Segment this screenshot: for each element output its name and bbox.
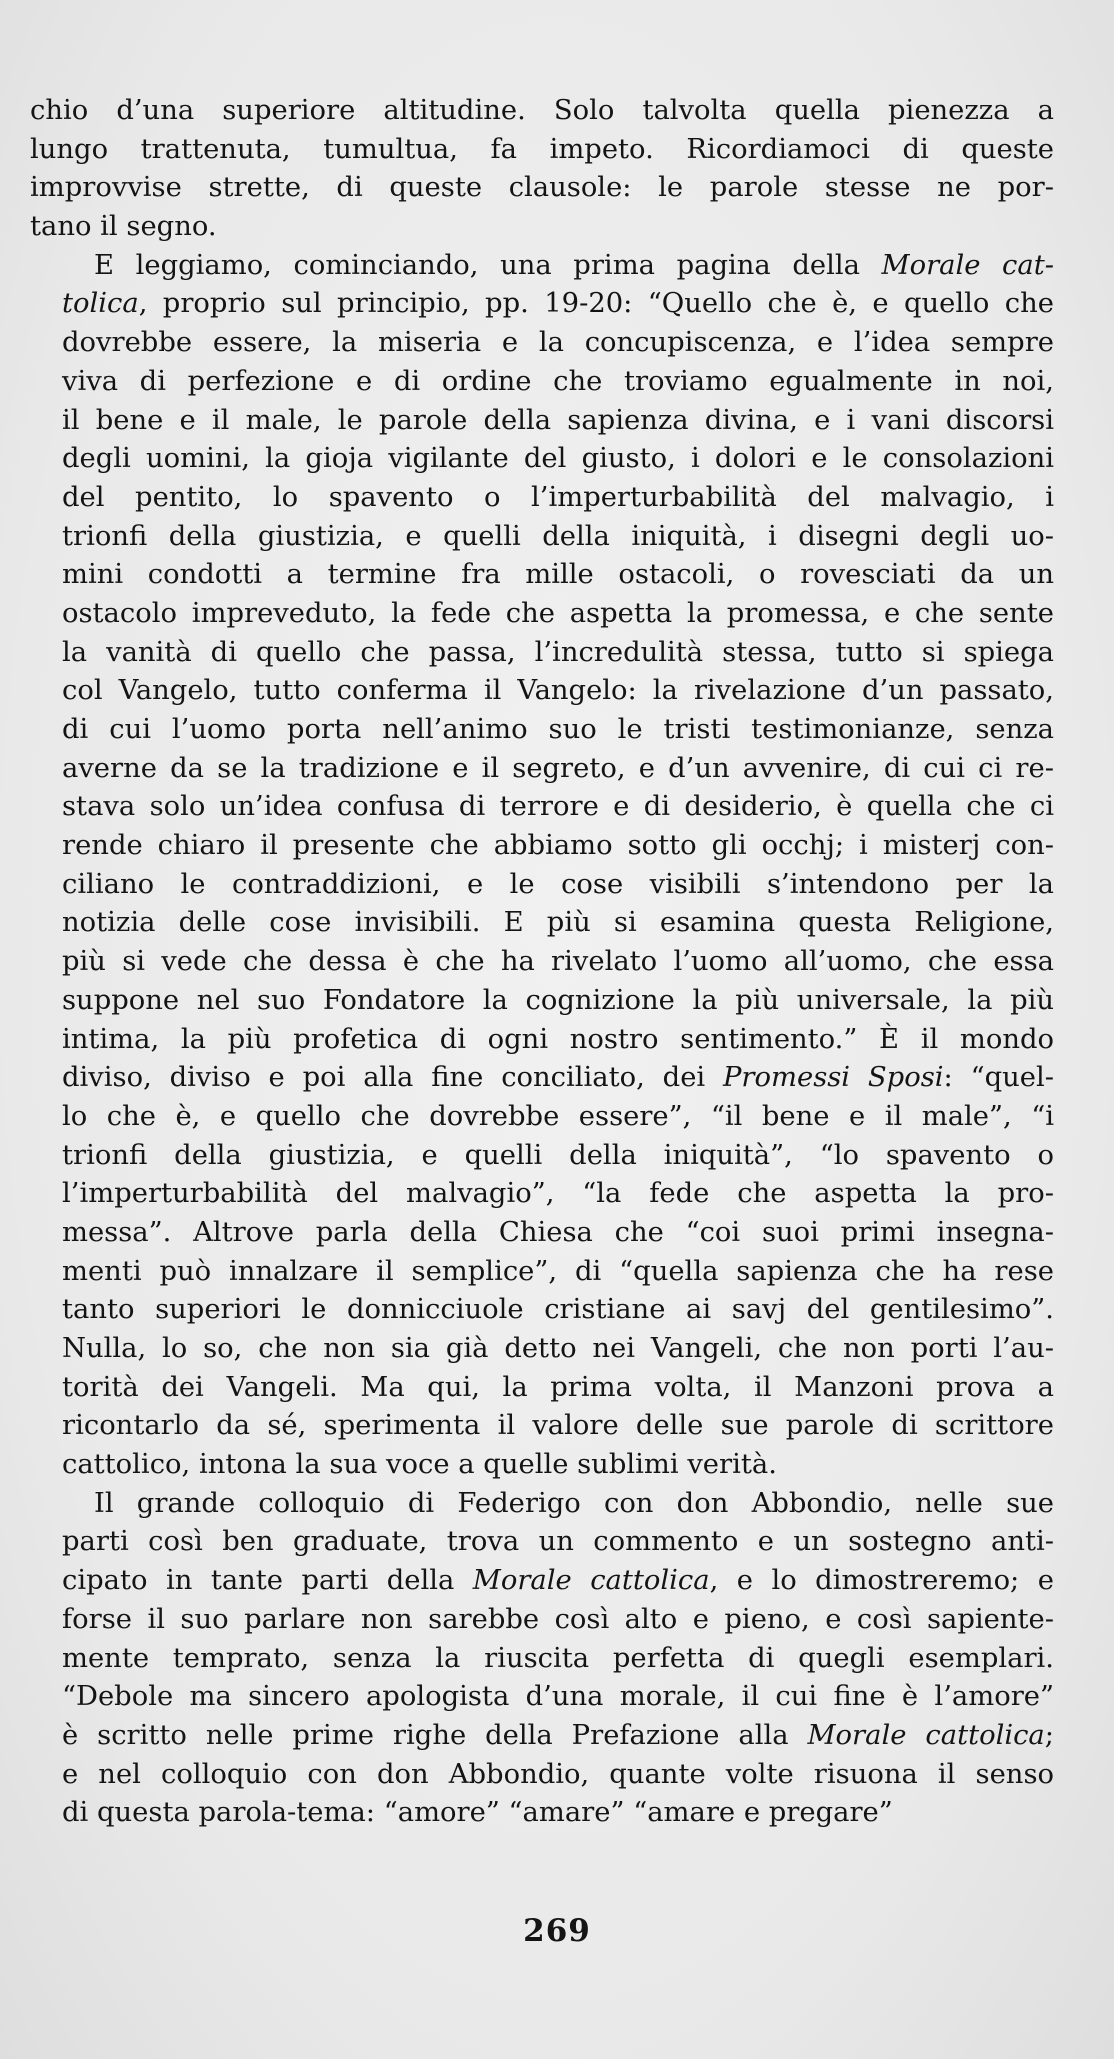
text-line: tanto superiori le donnicciuole cristiane ai savj del gentilesimo”.	[62, 1294, 1054, 1326]
text-line: la vanità di quello che passa, l’incredulità stessa, tutto si spiega	[62, 636, 1054, 668]
text-line: ciliano le contraddizioni, e le cose visibili s’intendono per la	[62, 868, 1054, 900]
text-line: mente temprato, senza la riuscita perfetta di quegli esemplari.	[62, 1642, 1054, 1674]
text-line: ricontarlo da sé, sperimenta il valore delle sue parole di scrittore	[62, 1410, 1054, 1442]
text-line: rende chiaro il presente che abbiamo sotto gli occhj; i misterj con-	[62, 830, 1054, 862]
text-line: l’imperturbabilità del malvagio”, “la fede che aspetta la pro-	[62, 1178, 1054, 1210]
text-line: lo che è, e quello che dovrebbe essere”, “il bene e il male”, “i	[62, 1100, 1054, 1132]
text-line: chio d’una superiore altitudine. Solo talvolta quella pienezza a	[30, 95, 1054, 126]
text-line: notizia delle cose invisibili. E più si esamina questa Religione,	[62, 907, 1054, 939]
text-line: Nulla, lo so, che non sia già detto nei Vangeli, che non porti l’au-	[62, 1333, 1054, 1364]
text-line: menti può innalzare il semplice”, di “quella sapienza che ha rese	[62, 1255, 1054, 1287]
text-line: di questa parola-tema: “amore” “amare” “amare e pregare”	[62, 1797, 893, 1829]
text-line: stava solo un’idea confusa di terrore e di desiderio, è quella che ci	[62, 791, 1054, 823]
text-line: messa”. Altrove parla della Chiesa che “coi suoi primi insegna-	[62, 1216, 1054, 1248]
text-line: e nel colloquio con don Abbondio, quante volte risuona il senso	[62, 1758, 1054, 1790]
text-line: è scritto nelle prime righe della Prefazione alla Morale cattolica;	[62, 1719, 1055, 1751]
text-line: forse il suo parlare non sarebbe così alto e pieno, e così sapiente-	[62, 1603, 1054, 1635]
paragraph	[30, 247, 1054, 1485]
text-line: lungo trattenuta, tumultua, fa impeto. Ricordiamoci di queste	[30, 133, 1054, 165]
text-line: improvvise strette, di queste clausole: le parole stesse ne por-	[30, 172, 1054, 204]
text-line: degli uomini, la gioja vigilante del giusto, i dolori e le consolazioni	[62, 443, 1054, 475]
text-line: tolica, proprio sul principio, pp. 19-20: “Quello che è, e quello che	[62, 288, 1054, 320]
text-line: Il grande colloquio di Federigo con don Abbondio, nelle sue	[94, 1487, 1054, 1519]
text-line: parti così ben graduate, trova un commento e un sostegno anti-	[62, 1526, 1054, 1558]
text-line: diviso, diviso e poi alla fine conciliato, dei Promessi Sposi: “quel-	[62, 1062, 1054, 1094]
text-line: col Vangelo, tutto conferma il Vangelo: la rivelazione d’un passato,	[62, 675, 1054, 707]
page-number: 269	[523, 1913, 591, 1949]
text-line: trionfi della giustizia, e quelli della iniquità, i disegni degli uo-	[62, 520, 1054, 552]
text-line: “Debole ma sincero apologista d’una morale, il cui fine è l’amore”	[62, 1681, 1054, 1713]
text-line: cipato in tante parti della Morale cattolica, e lo dimostreremo; e	[62, 1565, 1054, 1597]
text-line: tano il segno.	[30, 211, 217, 243]
text-line: E leggiamo, cominciando, una prima pagina della Morale cat-	[94, 249, 1054, 281]
paragraph	[30, 1485, 1054, 1833]
text-line: il bene e il male, le parole della sapienza divina, e i vani discorsi	[62, 404, 1054, 436]
text-line: suppone nel suo Fondatore la cognizione la più universale, la più	[62, 984, 1054, 1016]
paragraph	[30, 92, 1054, 247]
text-line: più si vede che dessa è che ha rivelato l’uomo all’uomo, che essa	[62, 946, 1054, 978]
text-line: trionfi della giustizia, e quelli della iniquità”, “lo spavento o	[62, 1139, 1054, 1171]
text-line: cattolico, intona la sua voce a quelle sublimi verità.	[62, 1449, 777, 1481]
text-line: torità dei Vangeli. Ma qui, la prima volta, il Manzoni prova a	[62, 1371, 1054, 1403]
text-line: dovrebbe essere, la miseria e la concupiscenza, e l’idea sempre	[62, 327, 1054, 359]
text-line: di cui l’uomo porta nell’animo suo le tristi testimonianze, senza	[62, 714, 1054, 745]
text-line: del pentito, lo spavento o l’imperturbabilità del malvagio, i	[62, 481, 1054, 513]
text-line: averne da se la tradizione e il segreto, e d’un avvenire, di cui ci re-	[62, 752, 1054, 784]
text-line: intima, la più profetica di ogni nostro sentimento.” È il mondo	[62, 1023, 1054, 1055]
text-line: ostacolo impreveduto, la fede che aspetta la promessa, e che sente	[62, 597, 1054, 629]
text-line: viva di perfezione e di ordine che troviamo egualmente in noi,	[62, 365, 1054, 397]
body-text	[30, 92, 1054, 1833]
text-line: mini condotti a termine fra mille ostacoli, o rovesciati da un	[62, 559, 1054, 591]
